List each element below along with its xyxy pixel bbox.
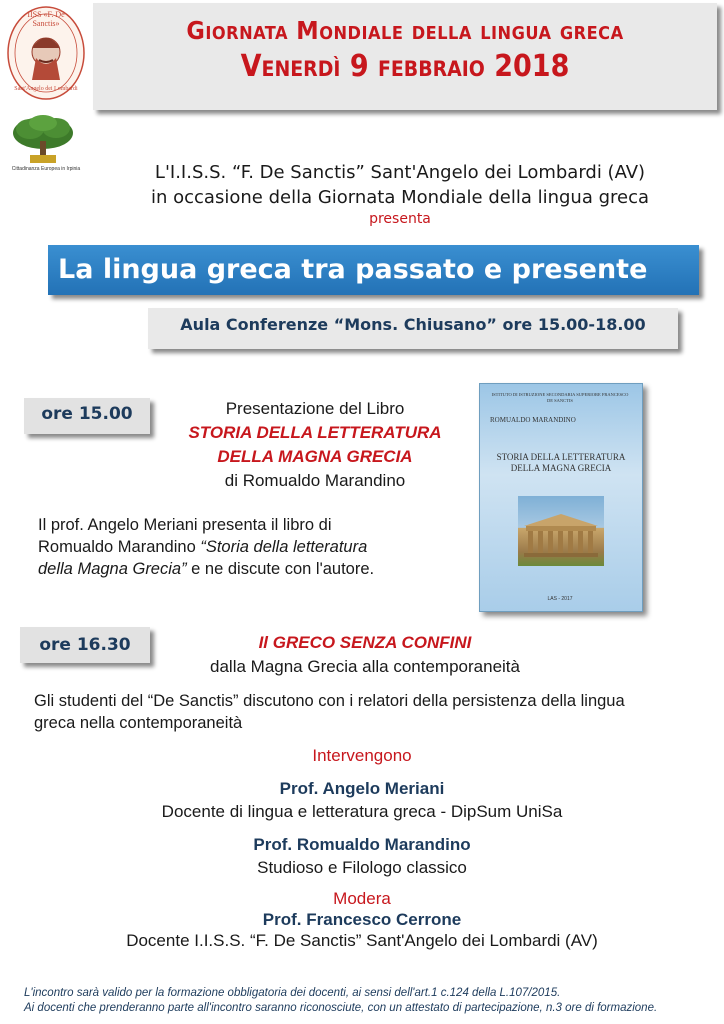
speaker1-name: Prof. Angelo Meriani (279, 779, 445, 798)
session2-time: ore 16.30 (20, 627, 150, 663)
session2-desc-line1: Gli studenti del “De Sanctis” discutono con i relatori della persistenza della lingua (34, 692, 625, 710)
book-title-cover: STORIA DELLA LETTERATURA DELLA MAGNA GRECIA (496, 452, 626, 473)
intro-text (80, 160, 720, 228)
book-author: di Romualdo Marandino (224, 471, 406, 490)
event-title: Giornata Mondiale della lingua greca (186, 16, 624, 45)
session2-desc-line2: greca nella contemporaneità (34, 714, 243, 732)
tree-caption: Cittadinanza Europea in Irpinia (11, 166, 81, 172)
session2-subtitle: dalla Magna Grecia alla contemporaneità (210, 657, 520, 676)
session1-desc-line1: Il prof. Angelo Meriani presenta il libro di (38, 516, 332, 534)
session1-time: ore 15.00 (24, 398, 150, 434)
desc-title-part1: “Storia della letteratura (200, 538, 368, 556)
moderator-heading: Modera (333, 889, 391, 908)
speakers-heading: Intervengono (312, 746, 412, 765)
moderator-name: Prof. Francesco Cerrone (262, 910, 462, 929)
book-title-line2: DELLA MAGNA GRECIA (217, 447, 413, 466)
conference-title-banner: La lingua greca tra passato e presente (48, 245, 699, 295)
title-box (93, 3, 717, 110)
footer-line2: Ai docenti che prenderanno parte all'incontro saranno riconosciute, con un attestato di partecipazione, n.3 ore di formazione. (24, 1002, 658, 1014)
speakers-section (10, 744, 714, 951)
session1-desc-line3 (38, 558, 458, 580)
speaker1-role: Docente di lingua e letteratura greca - DipSum UniSa (161, 802, 563, 821)
session1-desc-line2 (38, 536, 458, 558)
presenta-label: presenta (369, 211, 431, 227)
tree-logo (8, 113, 78, 173)
desc-author: Romualdo Marandino (38, 538, 201, 556)
book-publisher: LAS - 2017 (547, 596, 573, 602)
moderator-role: Docente I.I.S.S. “F. De Sanctis” Sant'Angelo dei Lombardi (AV) (126, 931, 598, 950)
intro-line-2: in occasione della Giornata Mondiale della lingua greca (151, 187, 649, 208)
session1-description (38, 514, 458, 580)
venue-time-box: Aula Conferenze “Mons. Chiusano” ore 15.00-18.00 (148, 308, 678, 349)
logo-bottom-text: Sant'Angelo dei Lombardi (14, 86, 78, 92)
book-header: ISTITUTO DI ISTRUZIONE SECONDARIA SUPERIORE FRANCESCO DE SANCTIS (491, 392, 629, 403)
intro-line-1: L'I.I.S.S. “F. De Sanctis” Sant'Angelo dei Lombardi (AV) (154, 162, 646, 183)
desc-title-part2: della Magna Grecia” (38, 560, 187, 578)
book-title-line1: STORIA DELLA LETTERATURA (188, 423, 442, 442)
session2-info (150, 631, 580, 679)
book-author-cover: ROMUALDO MARANDINO (490, 416, 576, 424)
footer-line1: L'incontro sarà valido per la formazione obbligatoria dei docenti, ai sensi dell'art.1 c.124 della L.107/2015. (24, 987, 561, 999)
speaker2-role: Studioso e Filologo classico (257, 858, 467, 877)
desc-end: e ne discute con l'autore. (186, 560, 375, 578)
footer-note (24, 986, 714, 1016)
temple-image (518, 496, 604, 566)
session2-description (34, 690, 714, 734)
book-cover (479, 383, 643, 612)
session2-title: Il GRECO SENZA CONFINI (258, 633, 472, 652)
speaker2-name: Prof. Romualdo Marandino (253, 835, 471, 854)
session1-info (150, 397, 480, 493)
logo-top-text: IISS «F. De Sanctis» (27, 10, 65, 28)
session1-line1: Presentazione del Libro (225, 399, 405, 418)
event-date: Venerdì 9 febbraio 2018 (240, 49, 570, 84)
